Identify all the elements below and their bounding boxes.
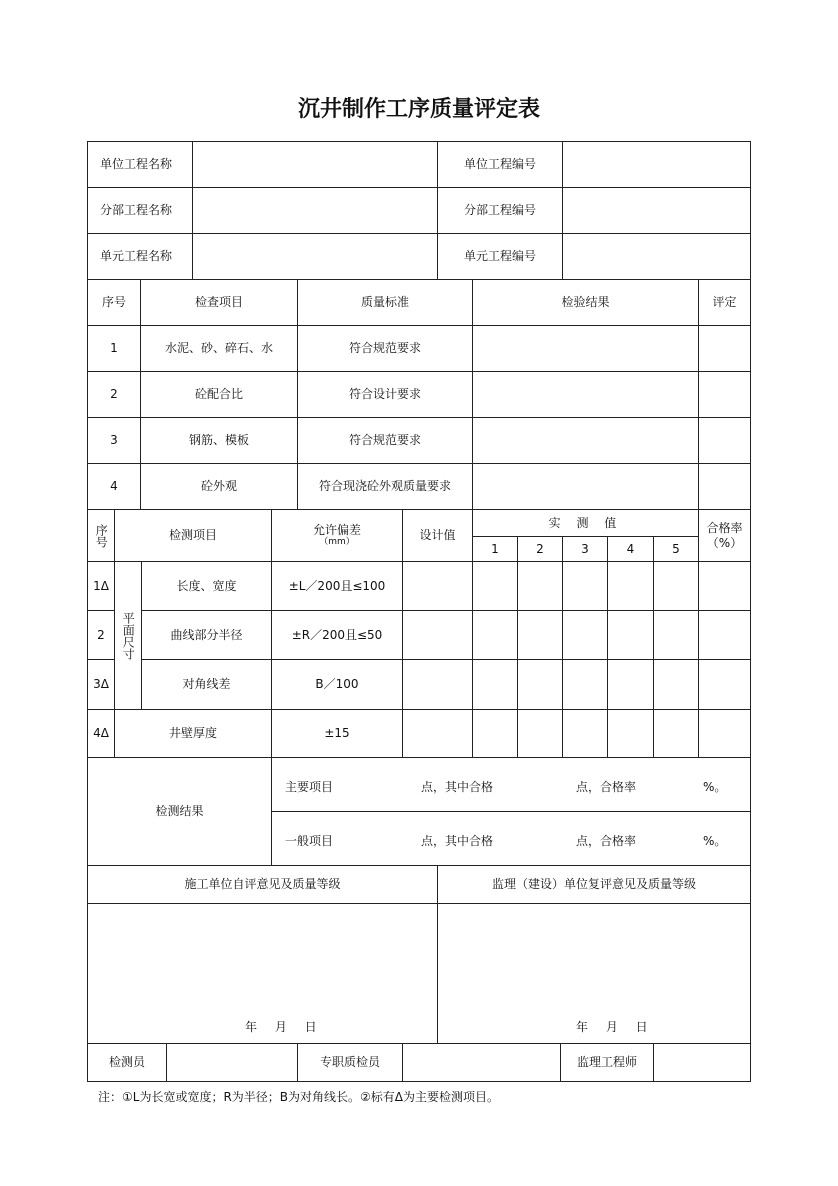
label-unit-name: 单位工程名称	[87, 141, 193, 188]
sign-engineer-field[interactable]	[653, 1043, 751, 1082]
measure-row-design-field[interactable]	[402, 561, 473, 611]
inspect-row-standard: 符合设计要求	[297, 371, 473, 418]
measure-row-actual-field[interactable]	[607, 709, 654, 758]
measure-row-no: 2	[87, 610, 115, 660]
result-main-pts: 点，其中合格	[421, 780, 494, 794]
field-part-no[interactable]	[562, 187, 751, 234]
inspect-row-standard: 符合规范要求	[297, 417, 473, 464]
m-header-tol-text: 允许偏差	[312, 522, 361, 537]
measure-row-no: 4Δ	[87, 709, 115, 758]
measure-row-item: 对角线差	[141, 659, 272, 710]
measure-row-actual-field[interactable]	[472, 561, 518, 611]
m-header-actual: 实 测 值	[472, 509, 699, 537]
opinion-self-header: 施工单位自评意见及质量等级	[87, 865, 438, 904]
opinion-super-header: 监理（建设）单位复评意见及质量等级	[437, 865, 751, 904]
measure-row-design-field[interactable]	[402, 659, 473, 710]
group-plane-size	[114, 561, 142, 710]
inspect-row-grade-field[interactable]	[698, 463, 751, 510]
header-no: 序号	[87, 279, 141, 326]
measure-row-actual-field[interactable]	[562, 610, 608, 660]
m-header-rate-text: 合格率	[706, 521, 743, 536]
result-main-pct: %。	[703, 780, 727, 794]
measure-row-actual-field[interactable]	[472, 659, 518, 710]
page-title: 沉井制作工序质量评定表	[297, 97, 540, 122]
field-elem-name[interactable]	[192, 233, 438, 280]
m-header-unit: （mm）	[319, 537, 355, 548]
field-unit-no[interactable]	[562, 141, 751, 188]
inspect-row-result-field[interactable]	[472, 325, 699, 372]
measure-row-design-field[interactable]	[402, 610, 473, 660]
measure-row-rate-field[interactable]	[698, 659, 751, 710]
group-plane-size-text: 平面尺寸	[121, 611, 136, 660]
field-unit-name[interactable]	[192, 141, 438, 188]
inspect-row-grade-field[interactable]	[698, 325, 751, 372]
measure-row-actual-field[interactable]	[607, 659, 654, 710]
inspect-row-no: 3	[87, 417, 141, 464]
result-general-row	[271, 811, 751, 866]
measure-col-header: 4	[607, 536, 654, 562]
inspect-row-item: 水泥、砂、碎石、水	[140, 325, 298, 372]
m-header-rate	[698, 509, 751, 562]
measure-row-actual-field[interactable]	[517, 659, 563, 710]
result-general-label: 一般项目	[285, 834, 334, 848]
inspect-row-standard: 符合规范要求	[297, 325, 473, 372]
result-main-pts2: 点，合格率	[576, 780, 637, 794]
label-elem-no: 单元工程编号	[437, 233, 563, 280]
opinion-super-date: 年 月 日	[576, 1020, 648, 1034]
measure-row-actual-field[interactable]	[562, 561, 608, 611]
measure-row-actual-field[interactable]	[472, 709, 518, 758]
result-general-pct: %。	[703, 834, 727, 848]
sign-qc-field[interactable]	[402, 1043, 561, 1082]
sign-qc-label: 专职质检员	[297, 1043, 403, 1082]
sign-engineer-label: 监理工程师	[560, 1043, 654, 1082]
result-main-row	[271, 757, 751, 812]
measure-col-header: 3	[562, 536, 608, 562]
measure-row-no: 1Δ	[87, 561, 115, 611]
footnote: 注：①L为长宽或宽度；R为半径；B为对角线长。②标有Δ为主要检测项目。	[98, 1090, 499, 1104]
measure-row-actual-field[interactable]	[653, 709, 699, 758]
inspect-row-grade-field[interactable]	[698, 417, 751, 464]
measure-row-rate-field[interactable]	[698, 709, 751, 758]
measure-row-no: 3Δ	[87, 659, 115, 710]
label-part-name: 分部工程名称	[87, 187, 193, 234]
measure-row-actual-field[interactable]	[653, 561, 699, 611]
result-general-pts: 点，其中合格	[421, 834, 494, 848]
measure-row-actual-field[interactable]	[517, 610, 563, 660]
inspect-row-item: 砼配合比	[140, 371, 298, 418]
m-header-item: 检测项目	[114, 509, 272, 562]
inspect-row-grade-field[interactable]	[698, 371, 751, 418]
measure-row-tolerance: ±R／200且≤50	[271, 610, 403, 660]
header-standard: 质量标准	[297, 279, 473, 326]
measure-row-actual-field[interactable]	[517, 709, 563, 758]
field-part-name[interactable]	[192, 187, 438, 234]
measure-row-tolerance: ±L／200且≤100	[271, 561, 403, 611]
measure-row-tolerance: B／100	[271, 659, 403, 710]
measure-row-item: 曲线部分半径	[141, 610, 272, 660]
inspect-row-item: 砼外观	[140, 463, 298, 510]
inspect-row-result-field[interactable]	[472, 417, 699, 464]
measure-row-actual-field[interactable]	[607, 610, 654, 660]
measure-row-actual-field[interactable]	[653, 610, 699, 660]
inspect-row-no: 1	[87, 325, 141, 372]
label-part-no: 分部工程编号	[437, 187, 563, 234]
measure-row-design-field[interactable]	[402, 709, 473, 758]
measure-row-rate-field[interactable]	[698, 610, 751, 660]
result-main-label: 主要项目	[285, 780, 334, 794]
m-header-design: 设计值	[402, 509, 473, 562]
m-header-tol	[271, 509, 403, 562]
inspect-row-no: 4	[87, 463, 141, 510]
measure-row-rate-field[interactable]	[698, 561, 751, 611]
measure-row-actual-field[interactable]	[472, 610, 518, 660]
header-grade: 评定	[698, 279, 751, 326]
sign-inspector-field[interactable]	[166, 1043, 298, 1082]
result-label: 检测结果	[87, 757, 272, 866]
inspect-row-no: 2	[87, 371, 141, 418]
inspect-row-item: 钢筋、模板	[140, 417, 298, 464]
label-elem-name: 单元工程名称	[87, 233, 193, 280]
inspect-row-result-field[interactable]	[472, 463, 699, 510]
m-header-no	[87, 509, 115, 562]
sign-inspector-label: 检测员	[87, 1043, 167, 1082]
measure-col-header: 5	[653, 536, 699, 562]
opinion-self-date: 年 月 日	[245, 1020, 317, 1034]
measure-row-actual-field[interactable]	[607, 561, 654, 611]
m-header-no-text: 序号	[94, 523, 109, 548]
measure-col-header: 2	[517, 536, 563, 562]
field-elem-no[interactable]	[562, 233, 751, 280]
measure-row-item: 长度、宽度	[141, 561, 272, 611]
measure-row-actual-field[interactable]	[562, 659, 608, 710]
header-result: 检验结果	[472, 279, 699, 326]
measure-col-header: 1	[472, 536, 518, 562]
measure-row-actual-field[interactable]	[653, 659, 699, 710]
header-item: 检查项目	[140, 279, 298, 326]
inspect-row-result-field[interactable]	[472, 371, 699, 418]
measure-row-item: 井壁厚度	[114, 709, 272, 758]
inspect-row-standard: 符合现浇砼外观质量要求	[297, 463, 473, 510]
measure-row-actual-field[interactable]	[517, 561, 563, 611]
measure-row-actual-field[interactable]	[562, 709, 608, 758]
m-header-rate-unit: （%）	[706, 535, 743, 550]
result-general-pts2: 点，合格率	[576, 834, 637, 848]
measure-row-tolerance: ±15	[271, 709, 403, 758]
label-unit-no: 单位工程编号	[437, 141, 563, 188]
